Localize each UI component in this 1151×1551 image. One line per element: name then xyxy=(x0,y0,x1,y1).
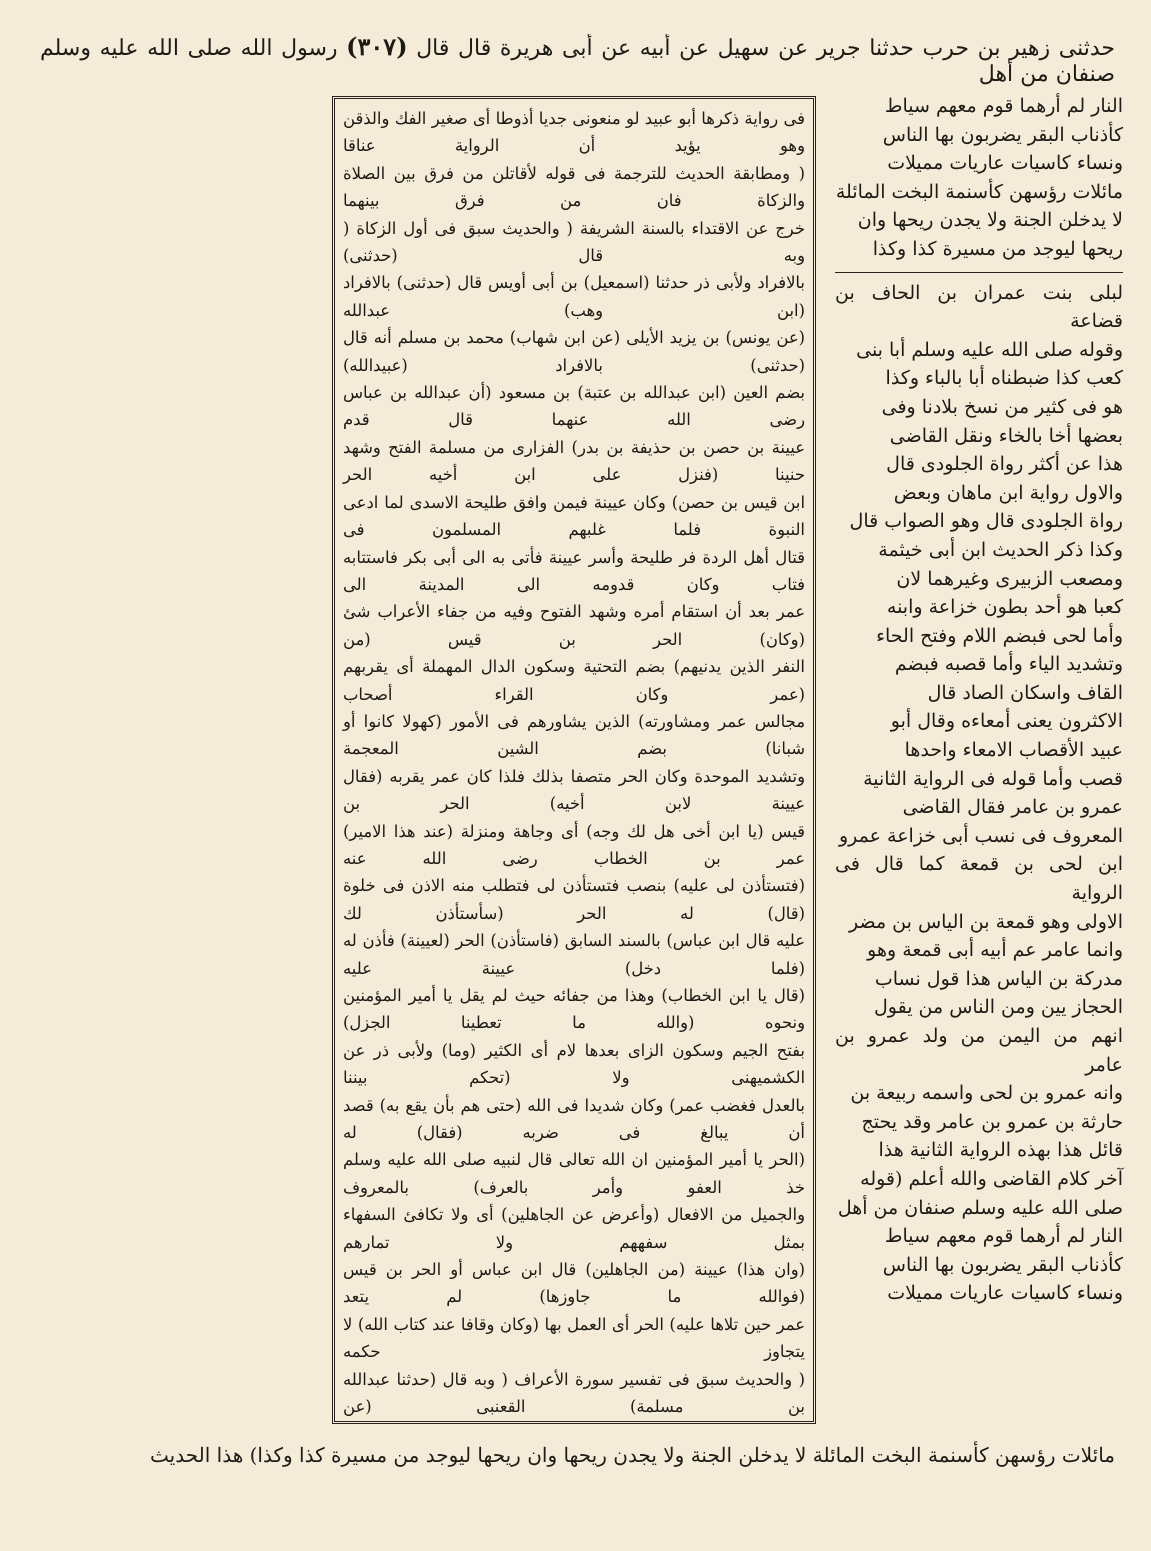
side-column-block-1: النار لم أرهما قوم معهم سياط كأذناب البقر يضربون بها الناس ونساء كاسيات عاريات مميلات مائلات رؤسهن كأسنمة البخت المائلة لا يدخلن الجنة ولا يجدن ريحها وان ريحها ليوجد من مسيرة كذا وكذا xyxy=(835,95,1123,260)
hadith-number: (٣٠٧) xyxy=(346,34,408,61)
header-hadith-line xyxy=(40,34,1115,90)
side-column-nawawi-commentary xyxy=(835,92,1123,1308)
side-column-block-2: لبلى بنت عمران بن الحاف بن قضاعة وقوله صلى الله عليه وسلم أبا بنى كعب كذا ضبطناه أبا بالباء وكذا هو فى كثير من نسخ بلادنا وفى بعضها أخا بالخاء ونقل القاضى هذا عن أكثر رواة الجلودى قال والاول رواية ابن ماهان وبعض رواة الجلودى قال وهو الصواب قال وكذا ذكر الحديث ابن أبى خيثمة ومصعب الزبيرى وغيرهما لان كعبا هو أحد بطون خزاعة وابنه وأما لحى فبضم اللام وفتح الحاء وتشديد الياء وأما قصبه فبضم القاف واسكان الصاد قال الاكثرون يعنى أمعاءه وقال أبو عبيد الأقصاب الامعاء واحدها قصب وأما قوله فى الرواية الثانية عمرو بن عامر فقال القاضى المعروف فى نسب أبى خزاعة عمرو ابن لحى بن قمعة كما قال فى الرواية الاولى وهو قمعة بن الياس بن مضر وانما عامر عم أبيه أبى قمعة وهو مدركة بن الياس هذا قول نساب الحجاز يين ومن الناس من يقول انهم من اليمن من ولد عمرو بن عامر وانه عمرو بن لحى واسمه ربيعة بن حارثة بن عمرو بن عامر وقد يحتج قائل هذا بهذه الرواية الثانية هذا آخر كلام القاضى والله أعلم (قوله صلى الله عليه وسلم صنفان من أهل النار لم أرهما قوم معهم سياط كأذناب البقر يضربون بها الناس ونساء كاسيات عاريات مميلات xyxy=(835,281,1123,1305)
header-text: حدثنى زهير بن حرب حدثنا جرير عن سهيل عن أبيه عن أبى هريرة قال قال xyxy=(416,36,1115,61)
header-text-continued: رسول الله صلى الله عليه وسلم صنفان من أهل xyxy=(40,36,1115,87)
side-column-divider xyxy=(835,272,1123,273)
footer-hadith-line: مائلات رؤسهن كأسنمة البخت المائلة لا يدخلن الجنة ولا يجدن ريحها وان ريحها ليوجد من مسيرة كذا وكذا) هذا الحديث xyxy=(150,1443,1115,1467)
main-commentary-frame xyxy=(332,96,816,1424)
main-commentary-text: فى رواية ذكرها أبو عبيد لو منعونى جديا أذوطا أى صغير الفك والذقن وهو يؤيد أن الرواية عناقا ( ومطابقة الحديث للترجمة فى قوله لأقاتلن من فرق بين الصلاة والزكاة فان من فرق بينهما خرج عن الاقتداء بالسنة الشريفة ( والحديث سبق فى أول الزكاة ( وبه قال (حدثنى) بالافراد ولأبى ذر حدثنا (اسمعيل) بن أبى أويس قال (حدثنى) بالافراد (ابن وهب) عبدالله (عن يونس) بن يزيد الأيلى (عن ابن شهاب) محمد بن مسلم أنه قال (حدثنى) بالافراد (عبيدالله) بضم العين (ابن عبدالله بن عتبة) بن مسعود (أن عبدالله بن عباس رضى الله عنهما قال قدم عيينة بن حصن بن حذيفة بن بدر) الفزارى من مسلمة الفتح وشهد حنينا (فنزل على ابن أخيه الحر ابن قيس بن حصن) وكان عيينة فيمن وافق طليحة الاسدى لما ادعى النبوة فلما غلبهم المسلمون فى قتال أهل الردة فر طليحة وأسر عيينة فأتى به الى أبى بكر فاستتابه فتاب وكان قدومه الى المدينة الى عمر بعد أن استقام أمره وشهد الفتوح وفيه من جفاء الأعراب شئ (وكان) الحر بن قيس (من النفر الذين يدنيهم) بضم التحتية وسكون الدال المهملة أى يقربهم (عمر وكان القراء أصحاب مجالس عمر ومشاورته) الذين يشاورهم فى الأمور (كهولا كانوا أو شبانا) بضم الشين المعجمة وتشديد الموحدة وكان الحر متصفا بذلك فلذا كان عمر يقربه (فقال عيينة لابن أخيه) الحر بن قيس (يا ابن أخى هل لك وجه) أى وجاهة ومنزلة (عند هذا الامير) عمر بن الخطاب رضى الله عنه (فتستأذن لى عليه) بنصب فتستأذن لى فتطلب منه الاذن فى خلوة (قال) له الحر (سأستأذن لك عليه قال ابن عباس) بالسند السابق (فاستأذن) الحر (لعيينة) فأذن له (فلما دخل) عيينة عليه (قال يا ابن الخطاب) وهذا من جفائه حيث لم يقل يا أمير المؤمنين ونحوه (والله ما تعطينا الجزل) بفتح الجيم وسكون الزاى بعدها لام أى الكثير (وما) ولأبى ذر عن الكشميهنى ولا (تحكم بيننا بالعدل فغضب عمر) وكان شديدا فى الله (حتى هم بأن يقع به) قصد أن يبالغ فى ضربه (فقال) له (الحر يا أمير المؤمنين ان الله تعالى قال لنبيه صلى الله عليه وسلم خذ العفو وأمر بالعرف) بالمعروف والجميل من الافعال (وأعرض عن الجاهلين) أى ولا تكافئ السفهاء بمثل سفههم ولا تمارهم (وان هذا) عيينة (من الجاهلين) قال ابن عباس أو الحر بن قيس (فوالله ما جاوزها) لم يتعد عمر حين تلاها عليه) الحر أى العمل بها (وكان وقافا عند كتاب الله) لا يتجاوز حكمه ( والحديث سبق فى تفسير سورة الأعراف ( وبه قال (حدثنا عبدالله بن مسلمة) القعنبى (عن xyxy=(343,109,805,1417)
